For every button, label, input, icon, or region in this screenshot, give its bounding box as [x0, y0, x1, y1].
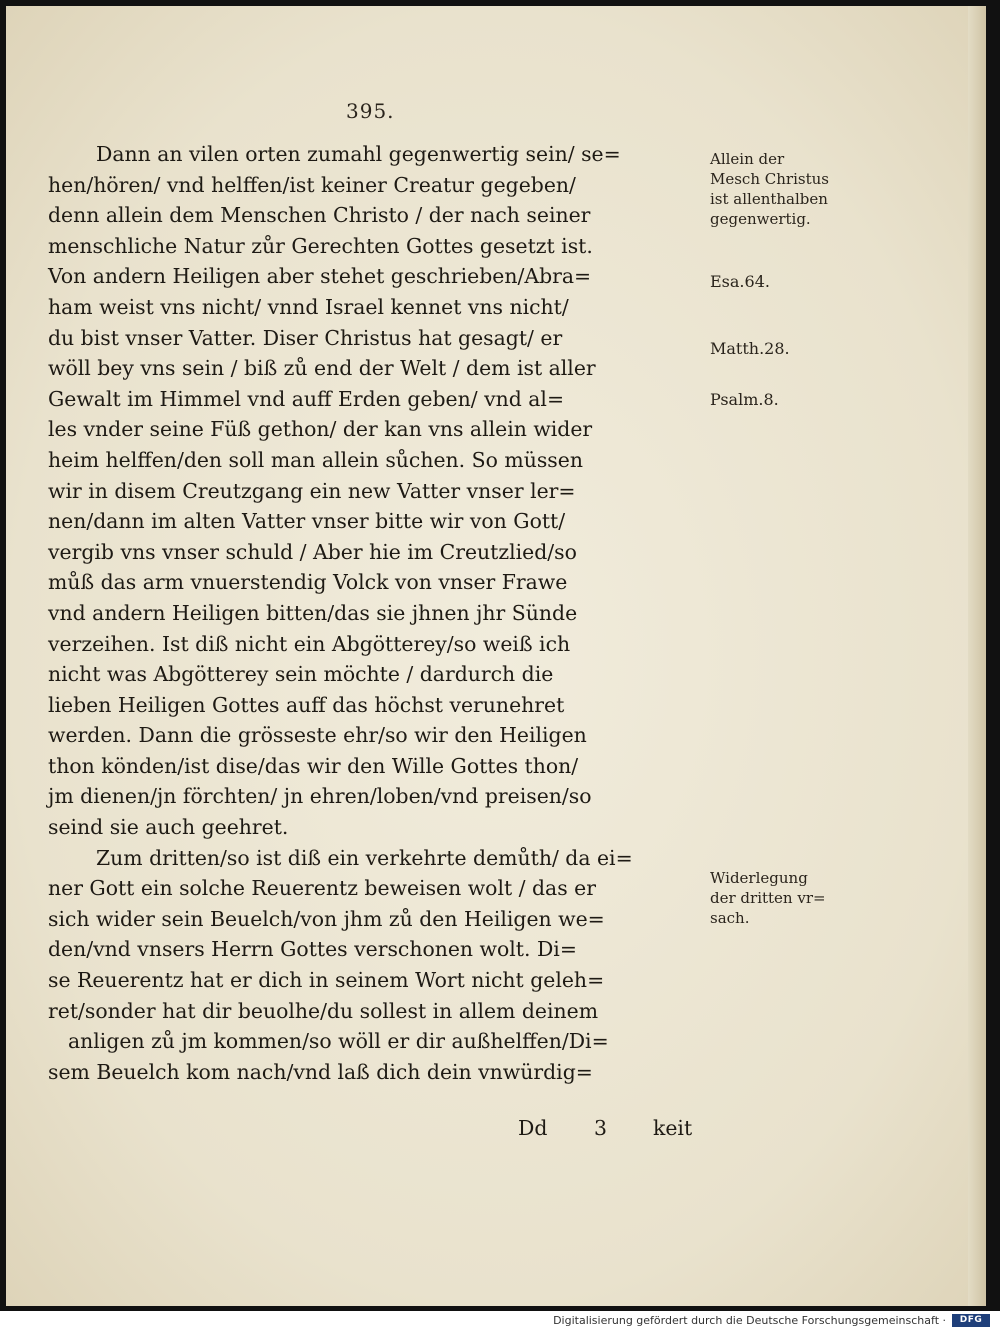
text-line: sem Beuelch kom nach/vnd laß dich dein vnwürdig=	[48, 1059, 593, 1084]
margin-note-line: Mesch Christus	[710, 170, 829, 188]
page-edge	[968, 6, 986, 1306]
text-line: Zum dritten/so ist diß ein verkehrte demůth/ da ei=	[96, 845, 633, 870]
text-line: menschliche Natur zůr Gerechten Gottes gesetzt ist.	[48, 233, 593, 258]
text-line: denn allein dem Menschen Christo / der nach seiner	[48, 203, 591, 228]
text-line: jm dienen/jn förchten/ jn ehren/loben/vnd preisen/so	[48, 784, 592, 809]
text-line: vnd andern Heiligen bitten/das sie jhnen jhr Sünde	[48, 600, 578, 625]
margin-note	[710, 272, 870, 292]
page-number: 395.	[346, 99, 395, 123]
text-line: se Reuerentz hat er dich in seinem Wort nicht geleh=	[48, 968, 605, 993]
margin-note-line: Psalm.8.	[710, 390, 779, 409]
margin-note	[710, 868, 870, 928]
margin-note-line: Matth.28.	[710, 339, 790, 358]
dfg-logo: DFG	[952, 1314, 990, 1327]
text-line: Von andern Heiligen aber stehet geschrieben/Abra=	[48, 264, 592, 289]
margin-note-line: gegenwertig.	[710, 210, 811, 228]
text-line: thon könden/ist dise/das wir den Wille Gottes thon/	[48, 753, 579, 778]
text-line: seind sie auch geehret.	[48, 815, 289, 840]
funding-notice: Digitalisierung gefördert durch die Deutsche Forschungsgemeinschaft ·	[553, 1314, 946, 1327]
margin-note	[710, 390, 870, 410]
text-line: du bist vnser Vatter. Diser Christus hat gesagt/ er	[48, 325, 563, 350]
margin-note	[710, 339, 870, 359]
catchword: keit	[653, 1116, 693, 1140]
text-line: les vnder seine Füß gethon/ der kan vns allein wider	[48, 417, 593, 442]
text-line: heim helffen/den soll man allein sůchen. So müssen	[48, 447, 583, 472]
text-line: den/vnd vnsers Herrn Gottes verschonen wolt. Di=	[48, 937, 577, 962]
book-page	[6, 6, 986, 1306]
margin-note-line: sach.	[710, 909, 750, 927]
signature-mark: Dd	[518, 1116, 548, 1140]
text-line: nicht was Abgötterey sein möchte / dardurch die	[48, 662, 554, 687]
text-line: Gewalt im Himmel vnd auff Erden geben/ vnd al=	[48, 386, 565, 411]
text-line: lieben Heiligen Gottes auff das höchst verunehret	[48, 692, 565, 717]
body-text	[48, 139, 708, 1087]
text-line: anligen zů jm kommen/so wöll er dir außhelffen/Di=	[68, 1029, 609, 1054]
margin-note-line: ist allenthalben	[710, 190, 828, 208]
text-line: ret/sonder hat dir beuolhe/du sollest in allem deinem	[48, 998, 599, 1023]
text-line: vergib vns vnser schuld / Aber hie im Creutzlied/so	[48, 539, 577, 564]
margin-note-line: Allein der	[710, 150, 785, 168]
text-line: můß das arm vnuerstendig Volck von vnser Frawe	[48, 570, 568, 595]
text-line: Dann an vilen orten zumahl gegenwertig sein/ se=	[96, 142, 621, 166]
text-line: werden. Dann die grösseste ehr/so wir den Heiligen	[48, 723, 587, 748]
text-line: ner Gott ein solche Reuerentz beweisen wolt / das er	[48, 876, 596, 901]
margin-note-line: Esa.64.	[710, 272, 770, 291]
text-line: nen/dann im alten Vatter vnser bitte wir von Gott/	[48, 509, 566, 534]
footer-bar	[0, 1311, 1000, 1331]
margin-note	[710, 149, 870, 229]
text-line: wöll bey vns sein / biß zů end der Welt / dem ist aller	[48, 356, 596, 381]
text-line: wir in disem Creutzgang ein new Vatter vnser ler=	[48, 478, 576, 503]
text-line: hen/hören/ vnd helffen/ist keiner Creatur gegeben/	[48, 172, 576, 197]
text-line: sich wider sein Beuelch/von jhm zů den Heiligen we=	[48, 906, 605, 931]
margin-note-line: der dritten vr=	[710, 889, 826, 907]
text-line: verzeihen. Ist diß nicht ein Abgötterey/so weiß ich	[48, 631, 571, 656]
signature-number: 3	[594, 1116, 607, 1140]
margin-note-line: Widerlegung	[710, 869, 808, 887]
text-line: ham weist vns nicht/ vnnd Israel kennet vns nicht/	[48, 294, 569, 319]
